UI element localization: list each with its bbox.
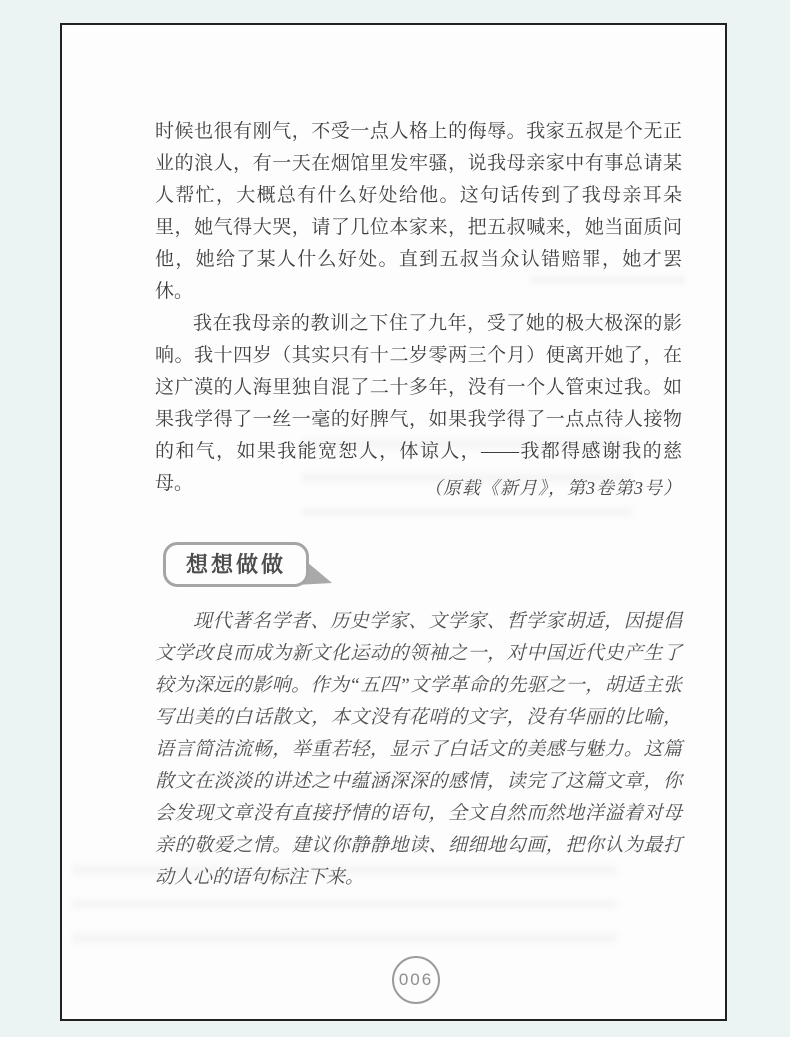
article-body	[155, 116, 682, 500]
page-number-badge	[392, 956, 440, 1004]
page-number: 006	[398, 970, 434, 989]
book-page	[60, 23, 727, 1021]
article-paragraph-continued: 时候也很有刚气，不受一点人格上的侮辱。我家五叔是个无正业的浪人，有一天在烟馆里发牢骚，说我母亲家中有事总请某人帮忙，大概总有什么好处给他。这句话传到了我母亲耳朵里，她气得大哭，请了几位本家来，把五叔喊来，她当面质问他，她给了某人什么好处。直到五叔当众认错赔罪，她才罢休。	[155, 121, 682, 302]
commentary-text: 现代著名学者、历史学家、文学家、哲学家胡适，因提倡文学改良而成为新文化运动的领袖之一，对中国近代史产生了较为深远的影响。作为“五四”文学革命的先驱之一，胡适主张写出美的白话散文，本文没有花哨的文字，没有华丽的比喻，语言简洁流畅，举重若轻，显示了白话文的美感与魅力。这篇散文在淡淡的讲述之中蕴涵深深的感情，读完了这篇文章，你会发现文章没有直接抒情的语句，全文自然而然地洋溢着对母亲的敬爱之情。建议你静静地读、细细地勾画，把你认为最打动人心的语句标注下来。	[155, 611, 682, 888]
article-paragraph: 我在我母亲的教训之下住了九年，受了她的极大极深的影响。我十四岁（其实只有十二岁零两三个月）便离开她了，在这广漠的人海里独自混了二十多年，没有一个人管束过我。如果我学得了一丝一毫的好脾气，如果我学得了一点点待人接物的和气，如果我能宽恕人，体谅人，——我都得感谢我的慈母。	[155, 313, 682, 494]
source-attribution: （原载《新月》，第3卷第3号）	[424, 478, 682, 498]
think-and-do-callout	[163, 542, 338, 592]
callout-title: 想想做做	[185, 552, 286, 577]
